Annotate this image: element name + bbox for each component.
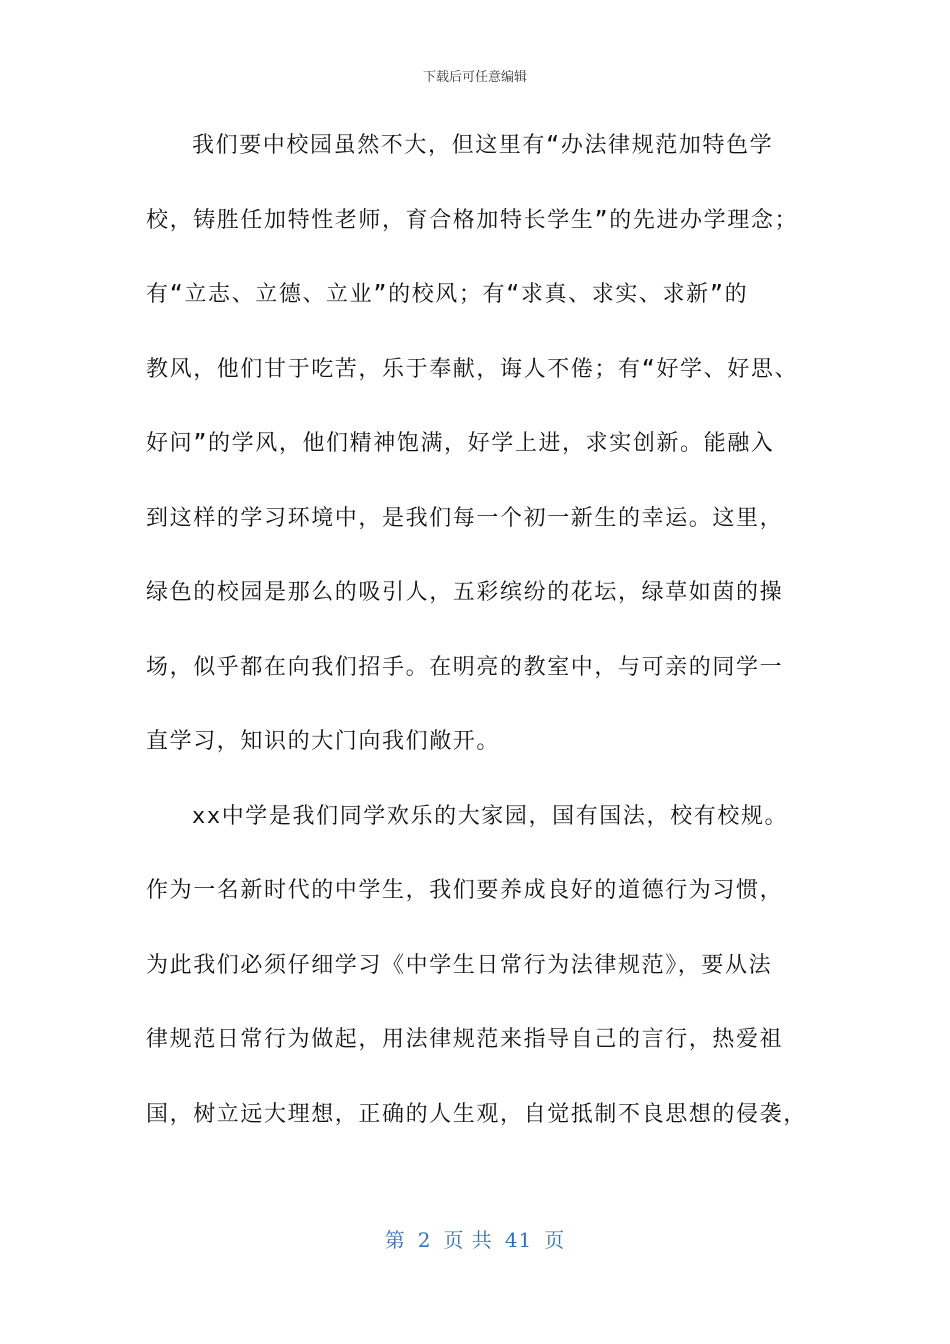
paragraph-2-line-4: 律规范日常行为做起，用法律规范来指导自己的言行，热爱祖	[146, 1027, 784, 1052]
footer-current-page: 2	[417, 1228, 432, 1252]
paragraph-1-line-8: 场，似乎都在向我们招手。在明亮的教室中，与可亲的同学一	[146, 654, 784, 680]
page-footer	[0, 1224, 950, 1253]
footer-total-pages: 41	[504, 1228, 533, 1252]
page-header: 下载后可任意编辑	[422, 70, 527, 85]
paragraph-1-line-6: 到这样的学习环境中，是我们每一个初一新生的幸运。这里，	[146, 505, 784, 531]
paragraph-1-line-7: 绿色的校园是那么的吸引人，五彩缤纷的花坛，绿草如茵的操	[146, 580, 784, 605]
paragraph-1-line-9: 直学习，知识的大门向我们敞开。	[146, 729, 501, 754]
paragraph-1-line-5: 好问”的学风，他们精神饱满，好学上进，求实创新。能融入	[146, 431, 775, 456]
paragraph-2-line-3: 为此我们必须仔细学习《中学生日常行为法律规范》，要从法	[146, 952, 773, 978]
paragraph-2-line-2: 作为一名新时代的中学生，我们要养成良好的道德行为习惯，	[146, 878, 784, 903]
paragraph-2-line-1: xx中学是我们同学欢乐的大家园，国有国法，校有校规。	[192, 803, 789, 829]
paragraph-1-line-4: 教风，他们甘于吃苦，乐于奉献，诲人不倦；有“好学、好思、	[146, 356, 799, 382]
footer-middle: 页 共	[443, 1228, 493, 1252]
document-body	[146, 120, 812, 1163]
footer-prefix: 第	[384, 1228, 406, 1252]
paragraph-1-line-3: 有“立志、立德、立业”的校风；有“求真、求实、求新”的	[146, 282, 749, 307]
paragraph-1-line-2: 校，铸胜任加特性老师，育合格加特长学生”的先进办学理念；	[146, 207, 799, 233]
paragraph-1-line-1: 我们要中校园虽然不大，但这里有“办法律规范加特色学	[192, 133, 774, 158]
footer-suffix: 页	[544, 1228, 566, 1252]
paragraph-2-line-5: 国，树立远大理想，正确的人生观，自觉抵制不良思想的侵袭，	[146, 1101, 807, 1127]
